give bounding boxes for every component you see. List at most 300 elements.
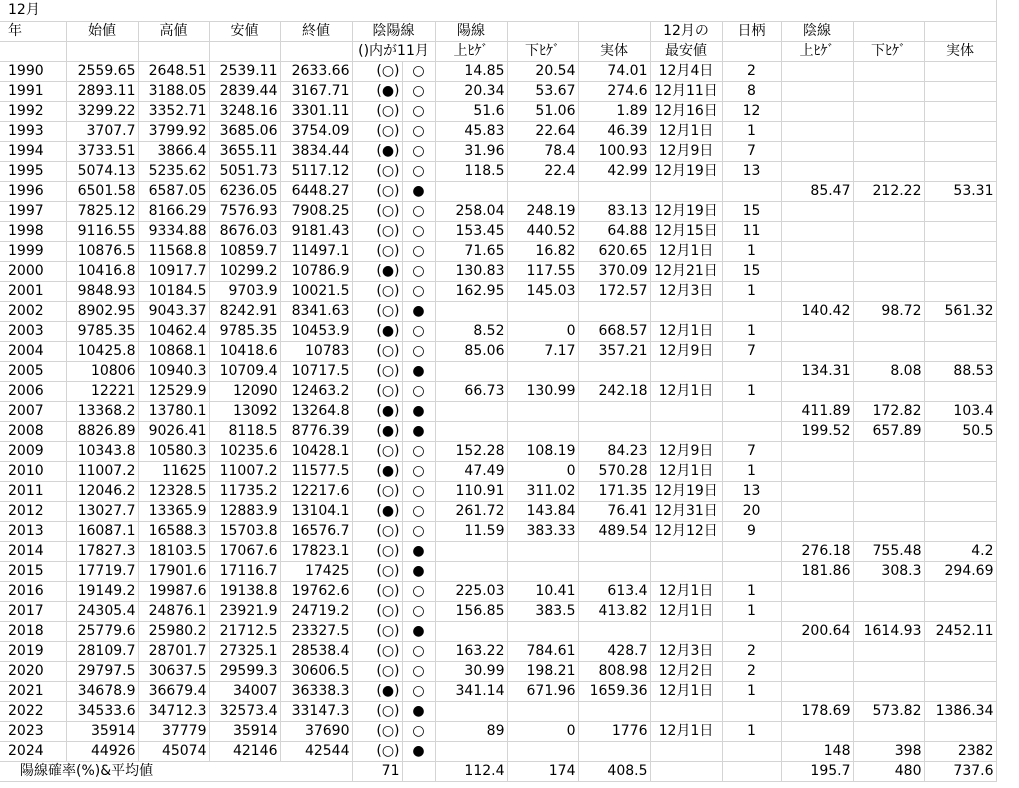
dec-candle-cell[interactable]: ○	[402, 662, 435, 682]
nov-candle-cell[interactable]: (○)	[352, 342, 402, 362]
high-cell[interactable]: 3799.92	[138, 122, 209, 142]
sheet-title[interactable]: 12月	[0, 0, 996, 22]
yin-body-cell[interactable]: 294.69	[924, 562, 996, 582]
close-cell[interactable]: 23327.5	[280, 622, 352, 642]
days-cell[interactable]: 1	[722, 122, 781, 142]
high-cell[interactable]: 36679.4	[138, 682, 209, 702]
nov-candle-cell[interactable]: (○)	[352, 582, 402, 602]
dec-candle-cell[interactable]: ○	[402, 482, 435, 502]
open-cell[interactable]: 25779.6	[66, 622, 138, 642]
yang-body-cell[interactable]: 570.28	[578, 462, 650, 482]
yin-lower-shadow-cell[interactable]	[853, 162, 924, 182]
high-cell[interactable]: 10917.7	[138, 262, 209, 282]
year-cell[interactable]: 2009	[0, 442, 66, 462]
days-cell[interactable]: 1	[722, 602, 781, 622]
yin-body-cell[interactable]	[924, 602, 996, 622]
yin-lower-shadow-cell[interactable]	[853, 62, 924, 82]
yin-lower-shadow-cell[interactable]	[853, 102, 924, 122]
yang-lower-shadow-cell[interactable]: 248.19	[507, 202, 578, 222]
yin-body-cell[interactable]	[924, 322, 996, 342]
yang-body-cell[interactable]: 46.39	[578, 122, 650, 142]
year-cell[interactable]: 2001	[0, 282, 66, 302]
nov-candle-cell[interactable]: (●)	[352, 262, 402, 282]
lowest-date-cell[interactable]	[650, 622, 722, 642]
open-cell[interactable]: 19149.2	[66, 582, 138, 602]
yang-upper-shadow-cell[interactable]	[435, 562, 507, 582]
lowest-date-cell[interactable]	[650, 362, 722, 382]
open-cell[interactable]: 16087.1	[66, 522, 138, 542]
dec-candle-cell[interactable]: ○	[402, 442, 435, 462]
close-cell[interactable]: 10428.1	[280, 442, 352, 462]
days-cell[interactable]	[722, 562, 781, 582]
yang-lower-shadow-cell[interactable]: 383.5	[507, 602, 578, 622]
low-cell[interactable]: 12090	[209, 382, 280, 402]
dec-candle-cell[interactable]: ○	[402, 102, 435, 122]
yang-lower-shadow-cell[interactable]: 10.41	[507, 582, 578, 602]
yang-upper-shadow-cell[interactable]	[435, 362, 507, 382]
dec-candle-cell[interactable]: ●	[402, 402, 435, 422]
open-cell[interactable]: 34533.6	[66, 702, 138, 722]
yang-body-cell[interactable]: 413.82	[578, 602, 650, 622]
yin-upper-shadow-cell[interactable]	[781, 82, 853, 102]
days-cell[interactable]: 9	[722, 522, 781, 542]
nov-candle-cell[interactable]: (○)	[352, 202, 402, 222]
days-cell[interactable]: 2	[722, 662, 781, 682]
header-yang-body[interactable]: 実体	[578, 42, 650, 62]
year-cell[interactable]: 2008	[0, 422, 66, 442]
close-cell[interactable]: 10021.5	[280, 282, 352, 302]
header-yin-lower-shadow[interactable]: 下ﾋｹﾞ	[853, 42, 924, 62]
yang-lower-shadow-cell[interactable]: 78.4	[507, 142, 578, 162]
yin-upper-shadow-cell[interactable]	[781, 642, 853, 662]
high-cell[interactable]: 10940.3	[138, 362, 209, 382]
header-blank-b[interactable]	[66, 42, 138, 62]
dec-candle-cell[interactable]: ●	[402, 362, 435, 382]
yin-body-cell[interactable]	[924, 462, 996, 482]
nov-candle-cell[interactable]: (○)	[352, 162, 402, 182]
low-cell[interactable]: 8676.03	[209, 222, 280, 242]
header-high[interactable]: 高値	[138, 22, 209, 42]
close-cell[interactable]: 6448.27	[280, 182, 352, 202]
yang-lower-shadow-cell[interactable]	[507, 542, 578, 562]
nov-candle-cell[interactable]: (●)	[352, 502, 402, 522]
yin-body-cell[interactable]	[924, 202, 996, 222]
header-year[interactable]: 年	[0, 22, 66, 42]
nov-candle-cell[interactable]: (○)	[352, 102, 402, 122]
lowest-date-cell[interactable]: 12月11日	[650, 82, 722, 102]
yang-body-cell[interactable]	[578, 362, 650, 382]
yang-body-cell[interactable]: 357.21	[578, 342, 650, 362]
yang-lower-shadow-cell[interactable]: 22.64	[507, 122, 578, 142]
dec-candle-cell[interactable]: ○	[402, 722, 435, 742]
yang-upper-shadow-cell[interactable]: 152.28	[435, 442, 507, 462]
yin-upper-shadow-cell[interactable]	[781, 202, 853, 222]
yin-body-cell[interactable]	[924, 342, 996, 362]
close-cell[interactable]: 33147.3	[280, 702, 352, 722]
open-cell[interactable]: 10876.5	[66, 242, 138, 262]
nov-candle-cell[interactable]: (○)	[352, 62, 402, 82]
days-cell[interactable]: 2	[722, 642, 781, 662]
yang-upper-shadow-cell[interactable]: 30.99	[435, 662, 507, 682]
nov-candle-cell[interactable]: (○)	[352, 702, 402, 722]
open-cell[interactable]: 6501.58	[66, 182, 138, 202]
yin-lower-shadow-cell[interactable]	[853, 282, 924, 302]
yang-upper-shadow-cell[interactable]: 130.83	[435, 262, 507, 282]
dec-candle-cell[interactable]: ○	[402, 242, 435, 262]
nov-candle-cell[interactable]: (○)	[352, 562, 402, 582]
dec-candle-cell[interactable]: ○	[402, 462, 435, 482]
high-cell[interactable]: 45074	[138, 742, 209, 762]
close-cell[interactable]: 24719.2	[280, 602, 352, 622]
yang-upper-shadow-cell[interactable]: 85.06	[435, 342, 507, 362]
yin-body-cell[interactable]	[924, 522, 996, 542]
year-cell[interactable]: 2021	[0, 682, 66, 702]
days-cell[interactable]	[722, 182, 781, 202]
open-cell[interactable]: 29797.5	[66, 662, 138, 682]
yang-body-cell[interactable]: 74.01	[578, 62, 650, 82]
yang-upper-shadow-cell[interactable]: 51.6	[435, 102, 507, 122]
header-yin-upper-shadow[interactable]: 上ﾋｹﾞ	[781, 42, 853, 62]
days-cell[interactable]: 20	[722, 502, 781, 522]
yin-upper-shadow-cell[interactable]	[781, 602, 853, 622]
nov-candle-cell[interactable]: (●)	[352, 322, 402, 342]
yang-body-cell[interactable]	[578, 182, 650, 202]
yang-upper-shadow-cell[interactable]: 225.03	[435, 582, 507, 602]
yin-lower-shadow-cell[interactable]	[853, 722, 924, 742]
yin-body-cell[interactable]	[924, 442, 996, 462]
low-cell[interactable]: 15703.8	[209, 522, 280, 542]
header-yang-lower-shadow[interactable]: 下ﾋｹﾞ	[507, 42, 578, 62]
high-cell[interactable]: 11568.8	[138, 242, 209, 262]
yin-lower-shadow-cell[interactable]	[853, 522, 924, 542]
low-cell[interactable]: 10418.6	[209, 342, 280, 362]
close-cell[interactable]: 3167.71	[280, 82, 352, 102]
yin-upper-shadow-cell[interactable]	[781, 242, 853, 262]
yang-upper-shadow-cell[interactable]: 110.91	[435, 482, 507, 502]
header-candle-note[interactable]: ()内が11月	[352, 42, 435, 62]
yin-upper-shadow-cell[interactable]: 178.69	[781, 702, 853, 722]
close-cell[interactable]: 42544	[280, 742, 352, 762]
open-cell[interactable]: 2559.65	[66, 62, 138, 82]
yang-upper-shadow-cell[interactable]: 47.49	[435, 462, 507, 482]
yang-upper-shadow-cell[interactable]: 66.73	[435, 382, 507, 402]
yin-upper-shadow-cell[interactable]	[781, 142, 853, 162]
header-yang-upper-shadow[interactable]: 上ﾋｹﾞ	[435, 42, 507, 62]
high-cell[interactable]: 13365.9	[138, 502, 209, 522]
low-cell[interactable]: 3248.16	[209, 102, 280, 122]
lowest-date-cell[interactable]	[650, 562, 722, 582]
yin-upper-shadow-cell[interactable]	[781, 122, 853, 142]
yin-lower-shadow-cell[interactable]: 212.22	[853, 182, 924, 202]
yang-body-cell[interactable]: 242.18	[578, 382, 650, 402]
days-cell[interactable]: 1	[722, 322, 781, 342]
low-cell[interactable]: 5051.73	[209, 162, 280, 182]
yin-lower-shadow-cell[interactable]	[853, 582, 924, 602]
yin-lower-shadow-cell[interactable]: 1614.93	[853, 622, 924, 642]
summary-yang-lower-shadow[interactable]: 174	[507, 762, 578, 782]
yang-upper-shadow-cell[interactable]: 258.04	[435, 202, 507, 222]
yin-body-cell[interactable]	[924, 682, 996, 702]
yin-upper-shadow-cell[interactable]	[781, 522, 853, 542]
yang-lower-shadow-cell[interactable]: 784.61	[507, 642, 578, 662]
dec-candle-cell[interactable]: ○	[402, 162, 435, 182]
yang-body-cell[interactable]: 83.13	[578, 202, 650, 222]
yin-lower-shadow-cell[interactable]	[853, 682, 924, 702]
lowest-date-cell[interactable]: 12月9日	[650, 442, 722, 462]
lowest-date-cell[interactable]	[650, 702, 722, 722]
yin-upper-shadow-cell[interactable]	[781, 342, 853, 362]
high-cell[interactable]: 3352.71	[138, 102, 209, 122]
yin-lower-shadow-cell[interactable]: 657.89	[853, 422, 924, 442]
nov-candle-cell[interactable]: (●)	[352, 422, 402, 442]
lowest-date-cell[interactable]: 12月1日	[650, 602, 722, 622]
yin-lower-shadow-cell[interactable]	[853, 462, 924, 482]
high-cell[interactable]: 11625	[138, 462, 209, 482]
yin-upper-shadow-cell[interactable]	[781, 162, 853, 182]
low-cell[interactable]: 32573.4	[209, 702, 280, 722]
lowest-date-cell[interactable]: 12月1日	[650, 582, 722, 602]
header-open[interactable]: 始値	[66, 22, 138, 42]
high-cell[interactable]: 10184.5	[138, 282, 209, 302]
yin-upper-shadow-cell[interactable]: 200.64	[781, 622, 853, 642]
lowest-date-cell[interactable]	[650, 742, 722, 762]
nov-candle-cell[interactable]: (○)	[352, 662, 402, 682]
yang-upper-shadow-cell[interactable]: 8.52	[435, 322, 507, 342]
yin-lower-shadow-cell[interactable]: 172.82	[853, 402, 924, 422]
dec-candle-cell[interactable]: ○	[402, 342, 435, 362]
yin-lower-shadow-cell[interactable]	[853, 502, 924, 522]
yang-body-cell[interactable]: 668.57	[578, 322, 650, 342]
high-cell[interactable]: 3866.4	[138, 142, 209, 162]
dec-candle-cell[interactable]: ○	[402, 122, 435, 142]
open-cell[interactable]: 9785.35	[66, 322, 138, 342]
nov-candle-cell[interactable]: (○)	[352, 222, 402, 242]
yang-body-cell[interactable]: 171.35	[578, 482, 650, 502]
nov-candle-cell[interactable]: (○)	[352, 382, 402, 402]
header-low[interactable]: 安値	[209, 22, 280, 42]
open-cell[interactable]: 34678.9	[66, 682, 138, 702]
high-cell[interactable]: 17901.6	[138, 562, 209, 582]
header-blank-d[interactable]	[209, 42, 280, 62]
days-cell[interactable]: 15	[722, 202, 781, 222]
yin-body-cell[interactable]: 561.32	[924, 302, 996, 322]
open-cell[interactable]: 28109.7	[66, 642, 138, 662]
nov-candle-cell[interactable]: (○)	[352, 282, 402, 302]
yang-lower-shadow-cell[interactable]: 198.21	[507, 662, 578, 682]
days-cell[interactable]	[722, 302, 781, 322]
yang-lower-shadow-cell[interactable]: 53.67	[507, 82, 578, 102]
summary-empty-b[interactable]	[650, 762, 722, 782]
days-cell[interactable]	[722, 742, 781, 762]
low-cell[interactable]: 11735.2	[209, 482, 280, 502]
days-cell[interactable]: 2	[722, 62, 781, 82]
low-cell[interactable]: 2539.11	[209, 62, 280, 82]
yin-upper-shadow-cell[interactable]	[781, 582, 853, 602]
close-cell[interactable]: 2633.66	[280, 62, 352, 82]
low-cell[interactable]: 11007.2	[209, 462, 280, 482]
open-cell[interactable]: 13027.7	[66, 502, 138, 522]
yin-body-cell[interactable]: 1386.34	[924, 702, 996, 722]
days-cell[interactable]	[722, 702, 781, 722]
yin-lower-shadow-cell[interactable]	[853, 482, 924, 502]
dec-candle-cell[interactable]: ●	[402, 542, 435, 562]
yin-upper-shadow-cell[interactable]	[781, 722, 853, 742]
year-cell[interactable]: 2024	[0, 742, 66, 762]
yang-lower-shadow-cell[interactable]	[507, 362, 578, 382]
low-cell[interactable]: 10299.2	[209, 262, 280, 282]
year-cell[interactable]: 2020	[0, 662, 66, 682]
yang-upper-shadow-cell[interactable]	[435, 422, 507, 442]
yang-body-cell[interactable]: 489.54	[578, 522, 650, 542]
yin-lower-shadow-cell[interactable]	[853, 662, 924, 682]
yin-upper-shadow-cell[interactable]	[781, 482, 853, 502]
close-cell[interactable]: 8776.39	[280, 422, 352, 442]
dec-candle-cell[interactable]: ●	[402, 182, 435, 202]
nov-candle-cell[interactable]: (●)	[352, 462, 402, 482]
yang-lower-shadow-cell[interactable]: 22.4	[507, 162, 578, 182]
dec-candle-cell[interactable]: ○	[402, 682, 435, 702]
header-blank-f[interactable]	[722, 42, 781, 62]
yang-upper-shadow-cell[interactable]: 261.72	[435, 502, 507, 522]
nov-candle-cell[interactable]: (○)	[352, 182, 402, 202]
close-cell[interactable]: 3834.44	[280, 142, 352, 162]
high-cell[interactable]: 25980.2	[138, 622, 209, 642]
yang-body-cell[interactable]	[578, 402, 650, 422]
yin-upper-shadow-cell[interactable]	[781, 382, 853, 402]
yin-lower-shadow-cell[interactable]	[853, 202, 924, 222]
high-cell[interactable]: 5235.62	[138, 162, 209, 182]
high-cell[interactable]: 37779	[138, 722, 209, 742]
days-cell[interactable]: 7	[722, 342, 781, 362]
yang-body-cell[interactable]: 274.6	[578, 82, 650, 102]
yang-lower-shadow-cell[interactable]	[507, 622, 578, 642]
open-cell[interactable]: 17719.7	[66, 562, 138, 582]
yang-lower-shadow-cell[interactable]: 16.82	[507, 242, 578, 262]
low-cell[interactable]: 7576.93	[209, 202, 280, 222]
yin-body-cell[interactable]	[924, 262, 996, 282]
lowest-date-cell[interactable]: 12月1日	[650, 322, 722, 342]
yin-lower-shadow-cell[interactable]	[853, 222, 924, 242]
yin-lower-shadow-cell[interactable]	[853, 642, 924, 662]
lowest-date-cell[interactable]	[650, 422, 722, 442]
header-blank-a[interactable]	[0, 42, 66, 62]
low-cell[interactable]: 19138.8	[209, 582, 280, 602]
close-cell[interactable]: 30606.5	[280, 662, 352, 682]
yang-lower-shadow-cell[interactable]: 145.03	[507, 282, 578, 302]
year-cell[interactable]: 2004	[0, 342, 66, 362]
lowest-date-cell[interactable]	[650, 302, 722, 322]
yin-upper-shadow-cell[interactable]: 276.18	[781, 542, 853, 562]
nov-candle-cell[interactable]: (○)	[352, 522, 402, 542]
low-cell[interactable]: 21712.5	[209, 622, 280, 642]
yang-body-cell[interactable]	[578, 562, 650, 582]
yin-upper-shadow-cell[interactable]: 85.47	[781, 182, 853, 202]
lowest-date-cell[interactable]: 12月15日	[650, 222, 722, 242]
dec-candle-cell[interactable]: ○	[402, 222, 435, 242]
high-cell[interactable]: 18103.5	[138, 542, 209, 562]
yin-upper-shadow-cell[interactable]	[781, 282, 853, 302]
header-candle[interactable]: 陰陽線	[352, 22, 435, 42]
yang-lower-shadow-cell[interactable]	[507, 562, 578, 582]
open-cell[interactable]: 10343.8	[66, 442, 138, 462]
low-cell[interactable]: 29599.3	[209, 662, 280, 682]
year-cell[interactable]: 2007	[0, 402, 66, 422]
lowest-date-cell[interactable]: 12月2日	[650, 662, 722, 682]
yin-body-cell[interactable]	[924, 722, 996, 742]
yin-lower-shadow-cell[interactable]	[853, 342, 924, 362]
lowest-date-cell[interactable]: 12月4日	[650, 62, 722, 82]
dec-candle-cell[interactable]: ○	[402, 322, 435, 342]
yang-body-cell[interactable]: 172.57	[578, 282, 650, 302]
yang-body-cell[interactable]: 100.93	[578, 142, 650, 162]
yang-lower-shadow-cell[interactable]	[507, 702, 578, 722]
yin-body-cell[interactable]	[924, 582, 996, 602]
nov-candle-cell[interactable]: (○)	[352, 622, 402, 642]
year-cell[interactable]: 2005	[0, 362, 66, 382]
dec-candle-cell[interactable]: ●	[402, 622, 435, 642]
yang-upper-shadow-cell[interactable]: 156.85	[435, 602, 507, 622]
dec-candle-cell[interactable]: ○	[402, 62, 435, 82]
low-cell[interactable]: 3685.06	[209, 122, 280, 142]
yin-body-cell[interactable]	[924, 662, 996, 682]
open-cell[interactable]: 3299.22	[66, 102, 138, 122]
close-cell[interactable]: 36338.3	[280, 682, 352, 702]
days-cell[interactable]: 1	[722, 682, 781, 702]
open-cell[interactable]: 7825.12	[66, 202, 138, 222]
days-cell[interactable]	[722, 362, 781, 382]
open-cell[interactable]: 17827.3	[66, 542, 138, 562]
lowest-date-cell[interactable]	[650, 402, 722, 422]
summary-label[interactable]: 陽線確率(%)&平均値	[0, 762, 352, 782]
yin-body-cell[interactable]	[924, 122, 996, 142]
low-cell[interactable]: 10235.6	[209, 442, 280, 462]
days-cell[interactable]: 1	[722, 722, 781, 742]
year-cell[interactable]: 2015	[0, 562, 66, 582]
yang-upper-shadow-cell[interactable]: 31.96	[435, 142, 507, 162]
header-lowest-price[interactable]: 最安値	[650, 42, 722, 62]
summary-yin-body[interactable]: 737.6	[924, 762, 996, 782]
yang-lower-shadow-cell[interactable]	[507, 742, 578, 762]
summary-empty-a[interactable]	[402, 762, 435, 782]
high-cell[interactable]: 9026.41	[138, 422, 209, 442]
high-cell[interactable]: 30637.5	[138, 662, 209, 682]
days-cell[interactable]	[722, 622, 781, 642]
dec-candle-cell[interactable]: ●	[402, 702, 435, 722]
year-cell[interactable]: 2013	[0, 522, 66, 542]
nov-candle-cell[interactable]: (○)	[352, 362, 402, 382]
yin-body-cell[interactable]	[924, 642, 996, 662]
nov-candle-cell[interactable]: (○)	[352, 602, 402, 622]
days-cell[interactable]	[722, 422, 781, 442]
header-days[interactable]: 日柄	[722, 22, 781, 42]
days-cell[interactable]: 12	[722, 102, 781, 122]
close-cell[interactable]: 37690	[280, 722, 352, 742]
yin-body-cell[interactable]	[924, 482, 996, 502]
yang-body-cell[interactable]: 42.99	[578, 162, 650, 182]
yang-body-cell[interactable]: 1.89	[578, 102, 650, 122]
yin-upper-shadow-cell[interactable]: 148	[781, 742, 853, 762]
lowest-date-cell[interactable]: 12月19日	[650, 202, 722, 222]
close-cell[interactable]: 11497.1	[280, 242, 352, 262]
yang-upper-shadow-cell[interactable]: 163.22	[435, 642, 507, 662]
dec-candle-cell[interactable]: ○	[402, 262, 435, 282]
yang-lower-shadow-cell[interactable]	[507, 422, 578, 442]
yin-body-cell[interactable]: 50.5	[924, 422, 996, 442]
dec-candle-cell[interactable]: ○	[402, 642, 435, 662]
lowest-date-cell[interactable]: 12月19日	[650, 482, 722, 502]
year-cell[interactable]: 1991	[0, 82, 66, 102]
header-empty-3[interactable]	[853, 22, 924, 42]
